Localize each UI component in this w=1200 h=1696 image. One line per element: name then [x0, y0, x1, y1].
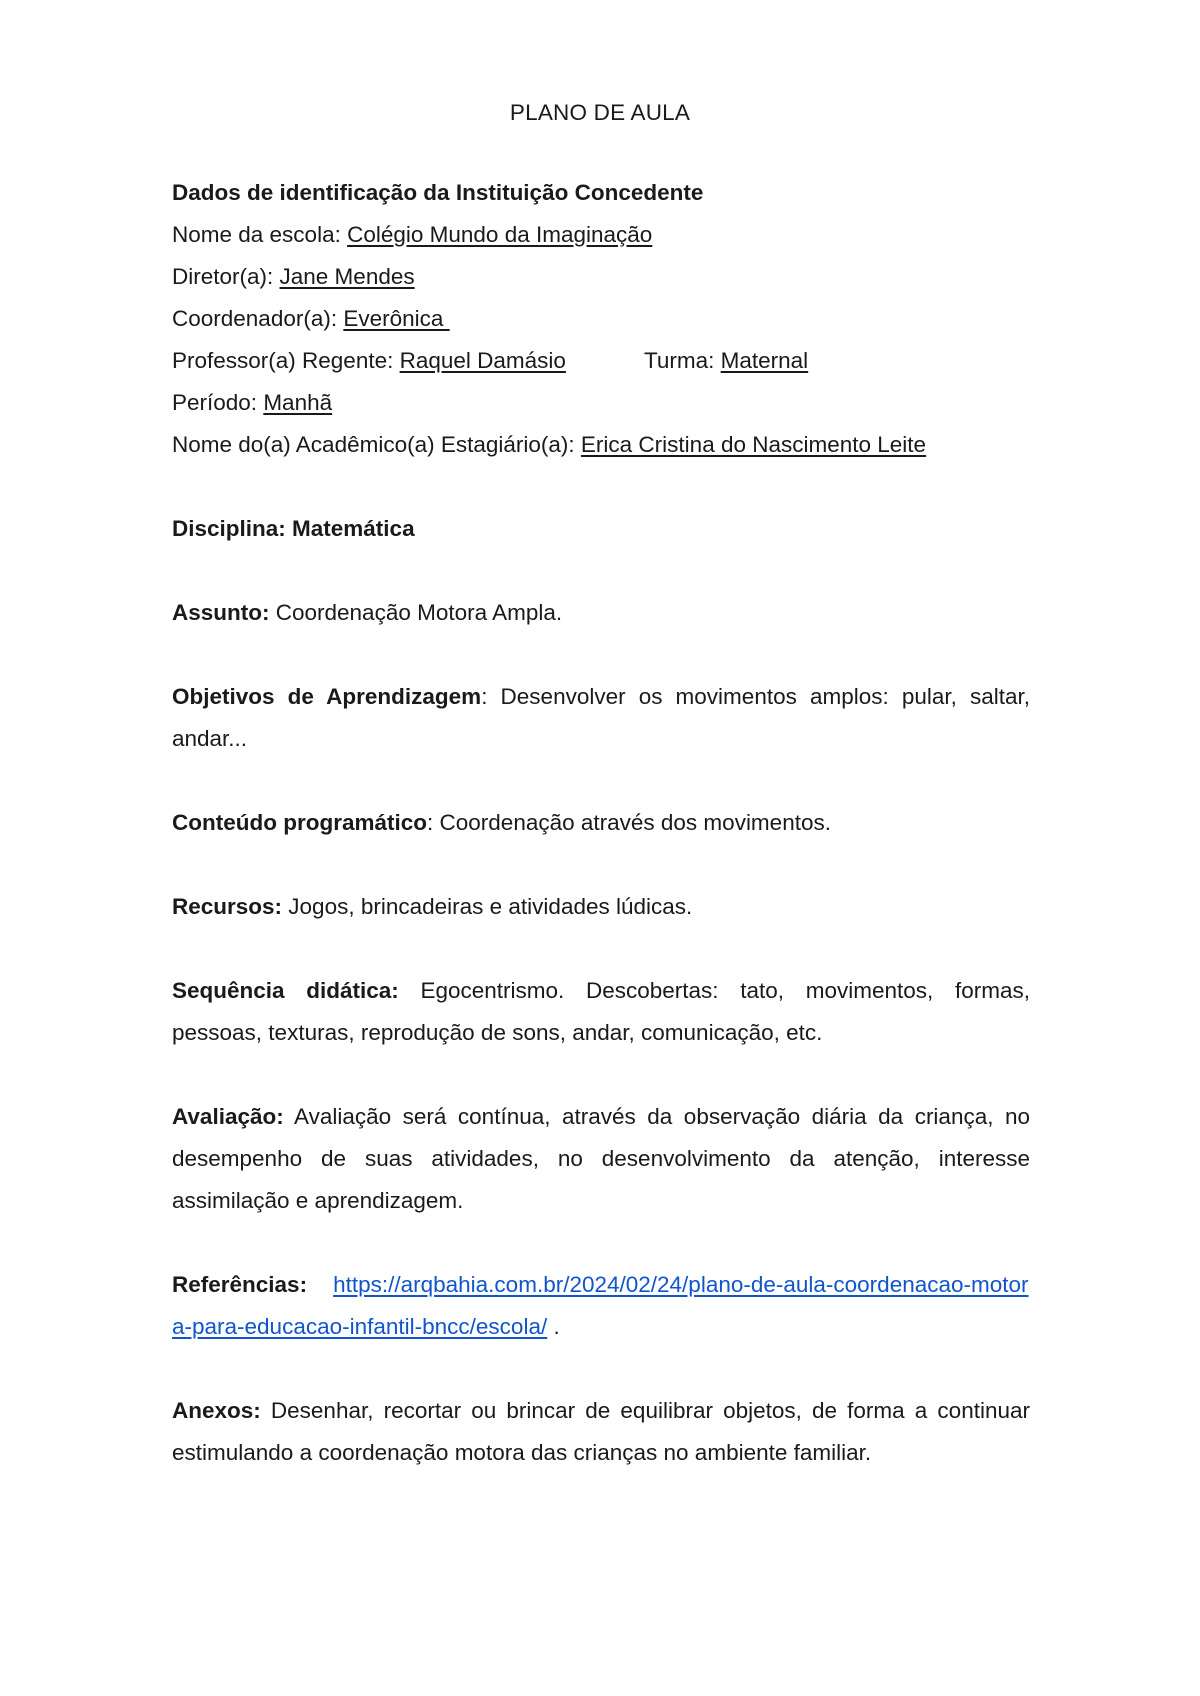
- school-line: [172, 214, 1030, 256]
- sequence-label: Sequência didática:: [172, 978, 399, 1003]
- school-value: Colégio Mundo da Imaginação: [347, 222, 653, 247]
- sequence-section: [172, 970, 1030, 1054]
- identification-section: [172, 172, 1030, 466]
- resources-text: Jogos, brincadeiras e atividades lúdicas.: [282, 894, 693, 919]
- references-label: Referências:: [172, 1272, 308, 1297]
- intern-value: Erica Cristina do Nascimento Leite: [580, 432, 927, 457]
- document-title: PLANO DE AULA: [509, 100, 691, 125]
- discipline-text: Disciplina: Matemática: [172, 516, 415, 541]
- teacher-value: Raquel Damásio: [399, 348, 566, 373]
- evaluation-text: Avaliação será contínua, através da observação diária da criança, no desempenho de suas atividades, no desenvolvimento da atenção, interesse assimilação e aprendizagem.: [172, 1104, 1030, 1213]
- objectives-text: : Desenvolver os movimentos amplos: pular, saltar, andar...: [172, 684, 1030, 751]
- content-label: Conteúdo programático: [172, 810, 428, 835]
- period-value: Manhã: [263, 390, 333, 415]
- discipline-section: [172, 508, 1030, 550]
- teacher-label: Professor(a) Regente:: [172, 348, 400, 373]
- content-text: : Coordenação através dos movimentos.: [427, 810, 831, 835]
- subject-section: [172, 592, 1030, 634]
- class-label: Turma:: [643, 348, 721, 373]
- class-value: Maternal: [720, 348, 809, 373]
- resources-label: Recursos:: [172, 894, 283, 919]
- references-section: [172, 1264, 1030, 1348]
- subject-label: Assunto:: [172, 600, 270, 625]
- annexes-text: Desenhar, recortar ou brincar de equilibrar objetos, de forma a continuar estimulando a coordenação motora das crianças no ambiente familiar.: [172, 1398, 1030, 1465]
- director-label: Diretor(a):: [172, 264, 280, 289]
- coordinator-label: Coordenador(a):: [172, 306, 344, 331]
- identification-heading: Dados de identificação da Instituição Concedente: [172, 180, 704, 205]
- resources-section: [172, 886, 1030, 928]
- annexes-section: [172, 1390, 1030, 1474]
- director-line: [172, 256, 1030, 298]
- references-link[interactable]: https://arqbahia.com.br/2024/02/24/plano-de-aula-coordenacao-motora-para-educacao-infantil-bncc/escola/: [172, 1272, 1029, 1339]
- objectives-label: Objetivos de Aprendizagem: [172, 684, 482, 709]
- evaluation-label: Avaliação:: [172, 1104, 284, 1129]
- intern-line: [172, 424, 1030, 466]
- subject-text: Coordenação Motora Ampla.: [269, 600, 563, 625]
- annexes-label: Anexos:: [172, 1398, 261, 1423]
- evaluation-section: [172, 1096, 1030, 1222]
- intern-label: Nome do(a) Acadêmico(a) Estagiário(a):: [172, 432, 581, 457]
- sequence-text: Egocentrismo. Descobertas: tato, movimentos, formas, pessoas, texturas, reprodução de sons, andar, comunicação, etc.: [172, 978, 1030, 1045]
- director-value: Jane Mendes: [279, 264, 415, 289]
- period-label: Período:: [172, 390, 264, 415]
- school-label: Nome da escola:: [172, 222, 348, 247]
- objectives-section: [172, 676, 1030, 760]
- coordinator-value: Everônica: [343, 306, 450, 331]
- content-section: [172, 802, 1030, 844]
- references-suffix: .: [547, 1314, 560, 1339]
- coordinator-line: [172, 298, 1030, 340]
- teacher-line: [172, 340, 1030, 382]
- period-line: [172, 382, 1030, 424]
